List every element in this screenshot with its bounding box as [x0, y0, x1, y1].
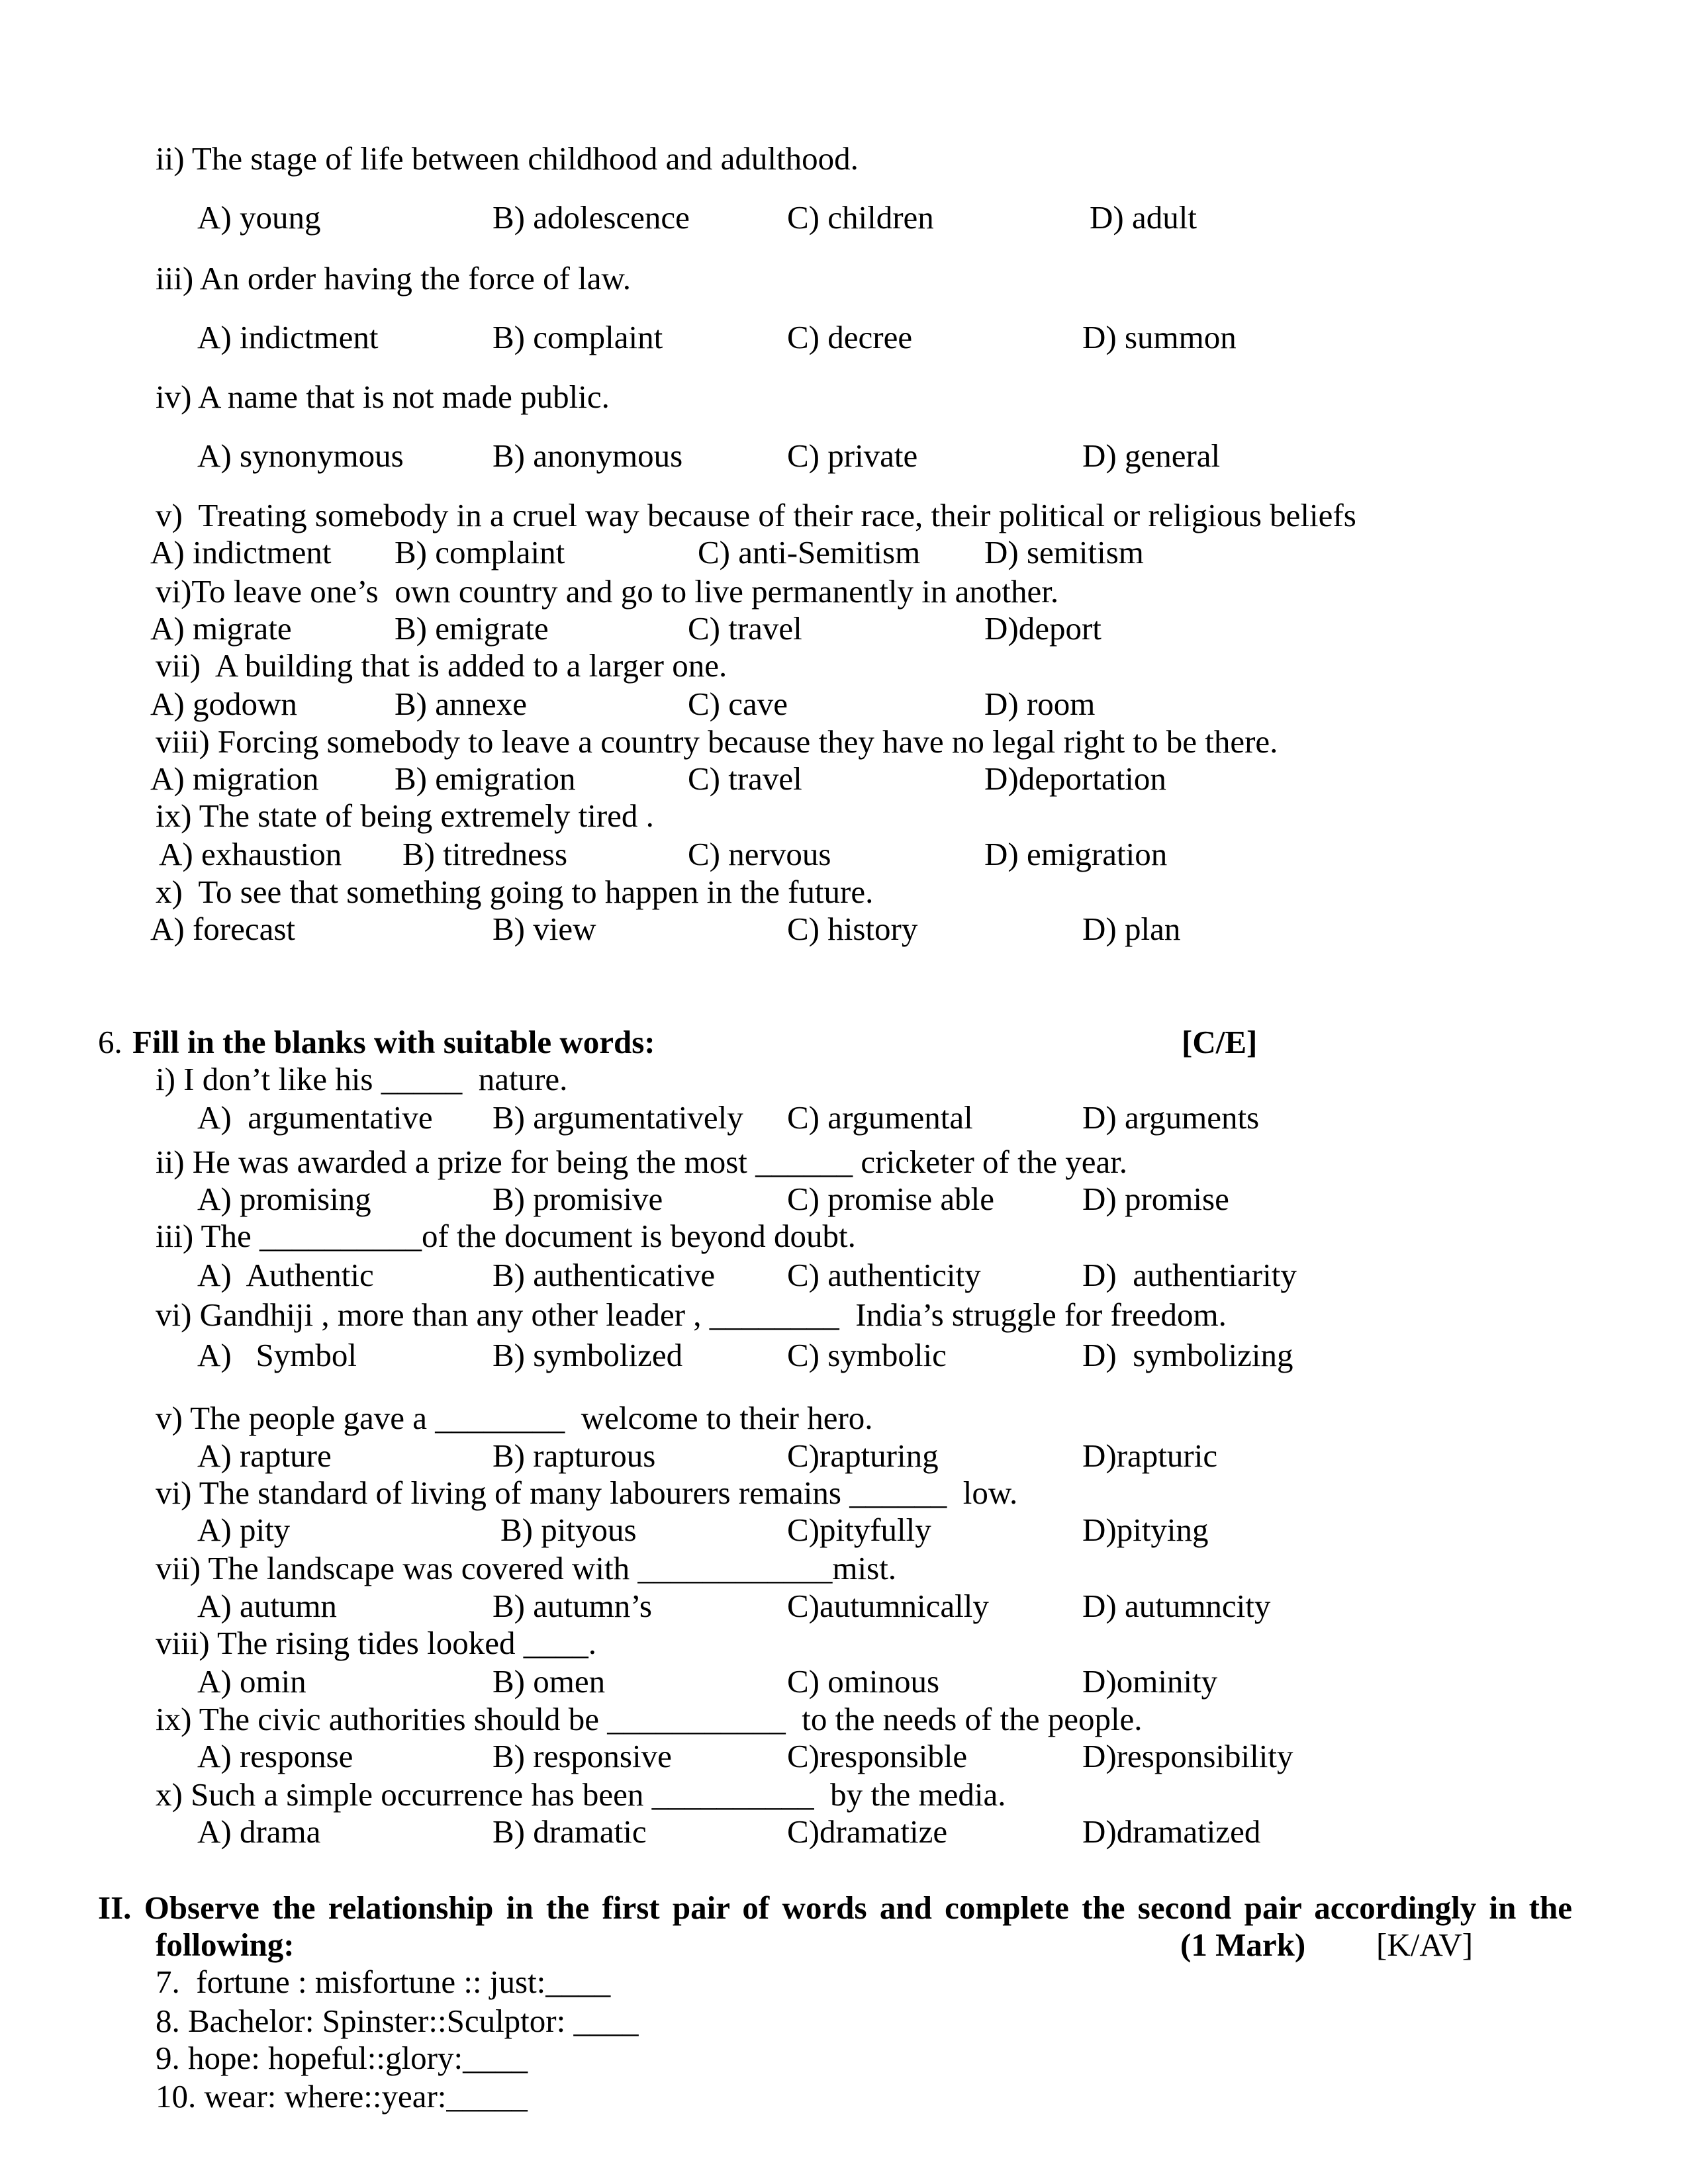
question-text: ii) He was awarded a prize for being the most ______ cricketer of the year.: [156, 1144, 1128, 1180]
answer-option: C)pityfully: [787, 1512, 931, 1548]
question-text: v) The people gave a ________ welcome to their hero.: [156, 1400, 873, 1436]
answer-option: A) godown: [150, 686, 297, 722]
answer-option: D) plan: [1082, 911, 1181, 947]
answer-option: B) titredness: [402, 836, 568, 872]
answer-option: C) decree: [787, 319, 913, 355]
answer-option: D) general: [1082, 437, 1221, 474]
answer-option: A) indictment: [150, 534, 332, 570]
answer-option: C) nervous: [688, 836, 831, 872]
answer-option: D)dramatized: [1082, 1813, 1261, 1850]
question-text: iii) The __________of the document is beyond doubt.: [156, 1218, 856, 1254]
answer-option: A) drama: [197, 1813, 321, 1850]
answer-option: C)dramatize: [787, 1813, 948, 1850]
answer-option: D) symbolizing: [1082, 1337, 1293, 1373]
answer-option: A) synonymous: [197, 437, 404, 474]
answer-option: A) migration: [150, 760, 319, 797]
question-text: vi)To leave one’s own country and go to live permanently in another.: [156, 573, 1059, 610]
answer-option: C) symbolic: [787, 1337, 947, 1373]
section-tag: [C/E]: [1182, 1024, 1258, 1060]
answer-option: C) private: [787, 437, 918, 474]
answer-option: D) emigration: [984, 836, 1168, 872]
answer-option: B) anonymous: [492, 437, 683, 474]
question-text: x) Such a simple occurrence has been __________ by the media.: [156, 1776, 1006, 1813]
answer-option: D) room: [984, 686, 1096, 722]
section-tag: [K/AV]: [1376, 1927, 1474, 1963]
answer-option: D)deport: [984, 610, 1102, 647]
answer-option: C) authenticity: [787, 1257, 981, 1293]
answer-option: B) argumentatively: [492, 1099, 743, 1136]
answer-option: D)rapturic: [1082, 1437, 1218, 1474]
question-text: viii) The rising tides looked ____.: [156, 1625, 596, 1661]
answer-option: B) complaint: [492, 319, 663, 355]
answer-option: D)pitying: [1082, 1512, 1209, 1548]
section-number: 6.: [98, 1024, 122, 1060]
answer-option: B) promisive: [492, 1181, 663, 1217]
answer-option: C)responsible: [787, 1738, 968, 1774]
answer-option: D) promise: [1082, 1181, 1229, 1217]
answer-option: C) anti-Semitism: [698, 534, 921, 570]
answer-option: D)deportation: [984, 760, 1166, 797]
answer-option: A) exhaustion: [159, 836, 342, 872]
answer-option: B) omen: [492, 1663, 606, 1700]
section-title: Fill in the blanks with suitable words:: [132, 1024, 655, 1060]
answer-option: B) rapturous: [492, 1437, 656, 1474]
answer-option: A) young: [197, 199, 321, 236]
answer-option: C) cave: [688, 686, 788, 722]
answer-option: B) complaint: [395, 534, 565, 570]
question-text: vii) A building that is added to a larger one.: [156, 647, 727, 684]
question-text: vi) The standard of living of many labourers remains ______ low.: [156, 1475, 1018, 1511]
answer-option: D) autumncity: [1082, 1588, 1271, 1624]
answer-option: C) travel: [688, 610, 802, 647]
question-text: vii) The landscape was covered with ____________mist.: [156, 1550, 897, 1586]
answer-option: D) summon: [1082, 319, 1237, 355]
answer-option: B) emigrate: [395, 610, 549, 647]
question-text: x) To see that something going to happen in the future.: [156, 874, 874, 910]
question-text: i) I don’t like his _____ nature.: [156, 1061, 568, 1097]
answer-option: C) children: [787, 199, 934, 236]
analogy-question: 9. hope: hopeful::glory:____: [156, 2040, 528, 2076]
answer-option: C)autumnically: [787, 1588, 989, 1624]
answer-option: C) argumental: [787, 1099, 973, 1136]
answer-option: C) travel: [688, 760, 802, 797]
analogy-question: 7. fortune : misfortune :: just:____: [156, 1964, 611, 2000]
answer-option: C) ominous: [787, 1663, 940, 1700]
answer-option: C) promise able: [787, 1181, 994, 1217]
answer-option: A) omin: [197, 1663, 306, 1700]
answer-option: B) autumn’s: [492, 1588, 652, 1624]
answer-option: B) pityous: [500, 1512, 637, 1548]
answer-option: D)ominity: [1082, 1663, 1218, 1700]
answer-option: A) Symbol: [197, 1337, 357, 1373]
answer-option: C)rapturing: [787, 1437, 939, 1474]
section-heading-cont: following:: [156, 1927, 295, 1963]
question-text: ix) The civic authorities should be ___________ to the needs of the people.: [156, 1701, 1143, 1737]
question-text: v) Treating somebody in a cruel way because of their race, their political or religious beliefs: [156, 497, 1356, 533]
answer-option: B) emigration: [395, 760, 576, 797]
question-text: iii) An order having the force of law.: [156, 260, 631, 296]
answer-option: D) semitism: [984, 534, 1144, 570]
answer-option: A) migrate: [150, 610, 292, 647]
answer-option: D) authentiarity: [1082, 1257, 1297, 1293]
marks-label: (1 Mark): [1180, 1927, 1306, 1963]
question-text: iv) A name that is not made public.: [156, 379, 610, 415]
answer-option: B) view: [492, 911, 596, 947]
answer-option: A) autumn: [197, 1588, 337, 1624]
answer-option: A) promising: [197, 1181, 371, 1217]
answer-option: A) rapture: [197, 1437, 332, 1474]
answer-option: A) forecast: [150, 911, 296, 947]
analogy-question: 8. Bachelor: Spinster::Sculptor: ____: [156, 2003, 639, 2039]
answer-option: A) indictment: [197, 319, 379, 355]
answer-option: B) annexe: [395, 686, 527, 722]
answer-option: A) Authentic: [197, 1257, 374, 1293]
answer-option: B) symbolized: [492, 1337, 683, 1373]
answer-option: D) arguments: [1082, 1099, 1260, 1136]
answer-option: B) responsive: [492, 1738, 672, 1774]
answer-option: B) adolescence: [492, 199, 690, 236]
question-text: vi) Gandhiji , more than any other leader , ________ India’s struggle for freedom.: [156, 1297, 1227, 1333]
answer-option: A) pity: [197, 1512, 291, 1548]
question-text: ix) The state of being extremely tired .: [156, 797, 654, 834]
answer-option: A) response: [197, 1738, 353, 1774]
analogy-question: 10. wear: where::year:_____: [156, 2078, 528, 2115]
answer-option: B) authenticative: [492, 1257, 716, 1293]
answer-option: D)responsibility: [1082, 1738, 1293, 1774]
question-text: viii) Forcing somebody to leave a country because they have no legal right to be there.: [156, 723, 1278, 760]
question-text: ii) The stage of life between childhood and adulthood.: [156, 140, 859, 177]
answer-option: B) dramatic: [492, 1813, 647, 1850]
answer-option: C) history: [787, 911, 918, 947]
answer-option: A) argumentative: [197, 1099, 433, 1136]
section-heading: II. Observe the relationship in the first pair of words and complete the second pair accordingly in the: [98, 1889, 1572, 1926]
answer-option: D) adult: [1090, 199, 1197, 236]
